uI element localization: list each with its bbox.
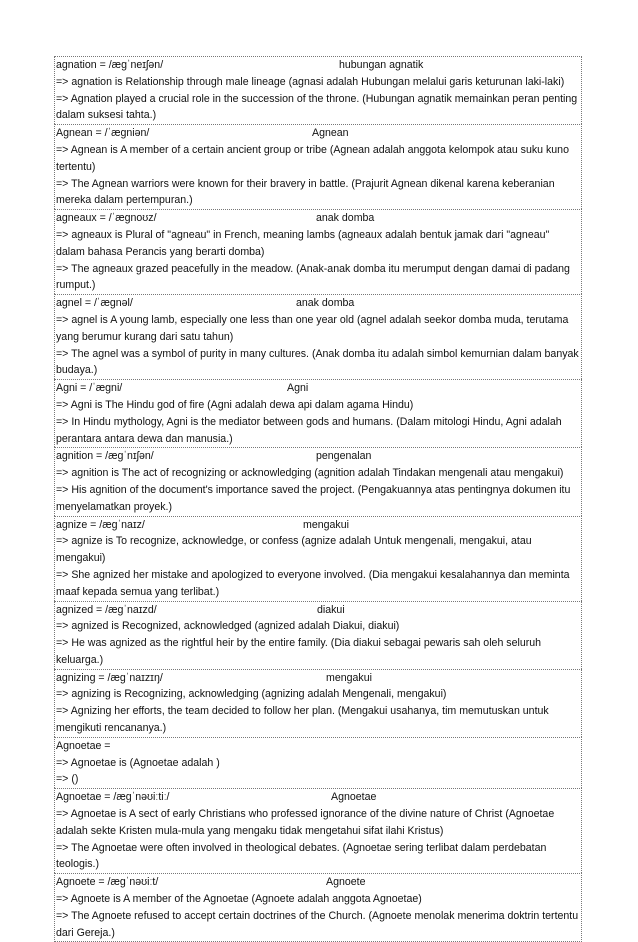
entry-translation: mengakui — [326, 671, 372, 684]
entry-example: => In Hindu mythology, Agni is the mediator between gods and humans. (Dalam mitologi Hindu, Agni adalah perantara antara dewa dan manusia.) — [56, 415, 562, 445]
dictionary-entry — [54, 516, 582, 601]
dictionary-entry — [54, 124, 582, 209]
entry-example: => He was agnized as the rightful heir by the entire family. (Dia diakui sebagai pewaris sah oleh seluruh keluarga.) — [56, 637, 542, 666]
entry-translation: diakui — [317, 603, 345, 616]
dictionary-entry — [54, 294, 582, 379]
entry-definition: => agnel is A young lamb, especially one less than one year old (agnel adalah seekor domba muda, terutama yang berumur kurang dari satu tahun) — [56, 313, 569, 343]
entry-example: => Agnizing her efforts, the team decided to follow her plan. (Mengakui usahanya, tim memutuskan untuk mengikuti rencananya.) — [56, 705, 549, 735]
entry-head — [56, 448, 580, 465]
entry-example: => The agnel was a symbol of purity in many cultures. (Anak domba itu adalah simbol kemurnian dalam banyak budaya.) — [56, 347, 579, 377]
entry-head — [56, 874, 580, 891]
entry-translation: anak domba — [296, 297, 355, 310]
dictionary-entry — [54, 873, 582, 942]
entry-term-pronunciation: Agni = /ˈæɡni/ — [56, 382, 123, 395]
entry-term-pronunciation: agnel = /ˈæɡnəl/ — [56, 297, 133, 310]
dictionary-entry — [54, 209, 582, 294]
entry-example: => His agnition of the document's importance saved the project. (Pengakuannya atas pentingnya dokumen itu menyelamatkan proyek.) — [56, 483, 571, 513]
entry-example: => Agnation played a crucial role in the succession of the throne. (Hubungan agnatik memainkan peran penting dalam suksesi tahta.) — [56, 92, 578, 122]
entry-definition: => Agnoetae is (Agnoetae adalah ) — [56, 756, 220, 769]
entry-definition: => agnizing is Recognizing, acknowledging (agnizing adalah Mengenali, mengakui) — [56, 688, 447, 701]
dictionary-entry — [54, 601, 582, 669]
entry-example: => The agneaux grazed peacefully in the meadow. (Anak-anak domba itu merumput dengan damai di padang rumput.) — [56, 262, 570, 292]
entry-head — [56, 738, 580, 755]
entry-term-pronunciation: agnation = /æɡˈneɪʃən/ — [56, 59, 164, 71]
entry-head — [56, 670, 580, 687]
entry-definition: => Agni is The Hindu god of fire (Agni adalah dewa api dalam agama Hindu) — [56, 398, 414, 411]
entry-head — [56, 210, 580, 227]
entry-term-pronunciation: agnition = /æɡˈnɪʃən/ — [56, 450, 154, 463]
entry-definition: => agnize is To recognize, acknowledge, or confess (agnize adalah Untuk mengenali, mengakui, atau mengakui) — [56, 535, 532, 565]
entry-example: => The Agnoetae were often involved in theological debates. (Agnoetae sering terlibat dalam perdebatan teologis.) — [56, 841, 547, 871]
entry-head — [56, 125, 580, 142]
entry-definition: => agnized is Recognized, acknowledged (agnized adalah Diakui, diakui) — [56, 620, 400, 633]
entry-translation: pengenalan — [316, 450, 372, 463]
entry-example: => She agnized her mistake and apologized to everyone involved. (Dia mengakui kesalahannya dan meminta maaf kepada semua yang terlibat.) — [56, 568, 570, 598]
entry-head — [56, 295, 580, 312]
entry-definition: => Agnean is A member of a certain ancient group or tribe (Agnean adalah anggota kelompok atau suku kuno tertentu) — [56, 143, 569, 173]
entry-definition: => agnition is The act of recognizing or acknowledging (agnition adalah Tindakan mengenali atau mengakui) — [56, 467, 564, 480]
entry-example: => The Agnean warriors were known for their bravery in battle. (Prajurit Agnean dikenal karena keberanian mereka dalam pertempuran.) — [56, 177, 555, 207]
entry-translation: Agnoetae — [331, 791, 377, 804]
dictionary-entry — [54, 447, 582, 515]
entry-translation: hubungan agnatik — [339, 59, 424, 71]
entry-head — [56, 602, 580, 619]
entry-definition: => Agnoetae is A sect of early Christians who professed ignorance of the divine nature of Christ (Agnoetae adalah sekte Kristen mula-mula yang mengaku tidak mengetahui sifat ilahi Kristus) — [56, 808, 555, 837]
dictionary-page — [54, 56, 582, 942]
dictionary-entry — [54, 788, 582, 873]
entry-definition: => agneaux is Plural of "agneau" in French, meaning lambs (agneaux adalah bentuk jamak dari "agneau" dalam bahasa Perancis yang berarti domba) — [56, 228, 550, 258]
dictionary-entry — [54, 737, 582, 788]
entry-example: => () — [56, 773, 79, 786]
entry-head — [56, 789, 580, 806]
entry-translation: Agnoete — [326, 876, 366, 889]
entry-translation: mengakui — [303, 518, 349, 531]
entry-translation: Agni — [287, 382, 309, 395]
entry-head — [56, 380, 580, 397]
entry-term-pronunciation: Agnoetae = /æɡˈnəʊiːtiː/ — [56, 791, 170, 804]
dictionary-entry — [54, 379, 582, 447]
entry-term-pronunciation: agnize = /æɡˈnaɪz/ — [56, 518, 145, 531]
entry-term-pronunciation: agneaux = /ˈæɡnoʊz/ — [56, 212, 157, 225]
entry-head — [56, 517, 580, 534]
entry-term-pronunciation: Agnoetae = — [56, 739, 111, 752]
entry-term-pronunciation: Agnoete = /æɡˈnəʊiːt/ — [56, 876, 159, 889]
dictionary-entry — [54, 56, 582, 124]
entry-term-pronunciation: Agnean = /ˈæɡniən/ — [56, 127, 150, 140]
entry-example: => The Agnoete refused to accept certain doctrines of the Church. (Agnoete menolak menerima doktrin tertentu dari Gereja.) — [56, 909, 579, 939]
entry-term-pronunciation: agnized = /æɡˈnaɪzd/ — [56, 603, 157, 616]
entry-translation: anak domba — [316, 212, 375, 225]
entry-term-pronunciation: agnizing = /æɡˈnaɪzɪŋ/ — [56, 671, 163, 684]
dictionary-entry — [54, 669, 582, 737]
entry-head — [56, 57, 580, 74]
entry-definition: => Agnoete is A member of the Agnoetae (Agnoete adalah anggota Agnoetae) — [56, 893, 422, 906]
entry-definition: => agnation is Relationship through male lineage (agnasi adalah Hubungan melalui garis keturunan laki-laki) — [56, 75, 565, 88]
entry-translation: Agnean — [312, 127, 349, 140]
